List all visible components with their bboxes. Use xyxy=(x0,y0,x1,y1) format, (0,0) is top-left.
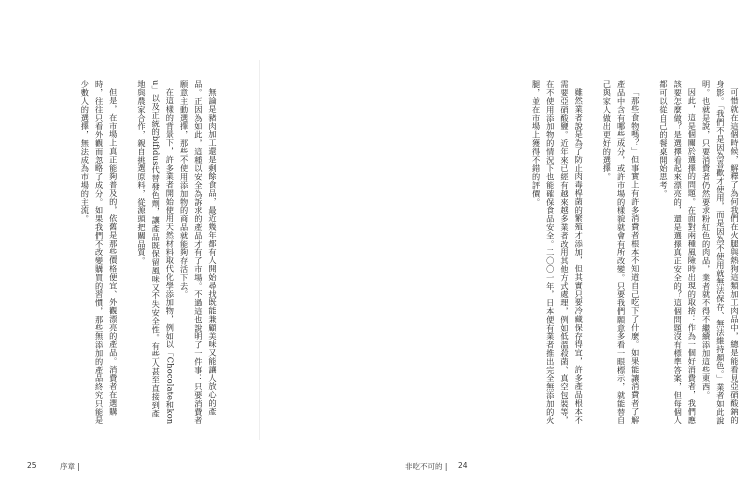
right-paragraph-1: 可惜就在這個時候，解釋了為何我們在火腿與熱狗這類加工肉品中，總是能看見亞硝酸鈉的身影。「我們不是因為喜歡才使用，而是因為不使用就無法保存、無法維持顏色。」業者如此說明。也就是說，只要消費者仍然要求粉紅色的肉品，業者就不得不繼續添加這些東西。 xyxy=(701,80,740,425)
right-page xyxy=(260,0,740,500)
right-page-body xyxy=(531,80,742,425)
left-paragraph-1: 無論是豬肉加工還是剩餘食品，最近幾年都有人開始尋找既能兼顧美味又能讓人放心的產品。正因為如此，這種以安全為訴求的產品才有了市場。不過這也說明了一件事：只要消費者願意主動選擇，那些不使用添加物的商品就能夠存活下去。 xyxy=(179,80,218,425)
right-paragraph-4: 雖然業者說是為了防止肉毒桿菌的繁殖才添加，但其實只要冷藏保存得宜，許多產品根本不需要亞硝酸鹽。近年來已經有越來越多業者改用其他方式處理，例如低溫殺菌、真空包裝等，在不使用添加物的情況下也能確保食品安全。二〇〇一年，日本便有業者推出完全無添加的火腿，並在市場上獲得不錯的評價。 xyxy=(531,80,585,425)
left-page xyxy=(0,0,260,500)
right-running-head: 非吃不可的 | xyxy=(405,462,448,471)
left-paragraph-2: 在這樣的背景下，許多業者開始使用天然材料取代化學添加物，例如以「Chocolate和konu」以及正統的bifidus代替發色劑，讓產品既保留風味又不失安全性。有些人甚至直接到產地與農家合作，親自挑選原料，從源頭把關品質。 xyxy=(136,80,176,425)
right-paragraph-3: 「那些食物嗎？」但事實上有許多消費者根本不知道自己吃下了什麼。如果能讓消費者了解產品中含有哪些成分，或許市場的樣貌就會有所改變。只要我們願意多看一眼標示，就能替自己與家人做出更好的選擇。 xyxy=(602,80,641,425)
right-page-number: 24 xyxy=(458,461,468,470)
left-paragraph-3: 但是，在市場上真正能夠普及的，依舊是那些價格便宜、外觀漂亮的產品。消費者在選購時，往往只看外觀而忽略了成分。如果我們不改變購買的習慣，那些無添加的產品終究只能是少數人的選擇，無法成為市場的主流。 xyxy=(80,80,119,425)
left-page-number: 25 xyxy=(27,461,37,470)
right-paragraph-2: 因此，這是個關於選擇的問題。在面對兩種風險時出現的取捨：作為一個好消費者，我們應該要怎麼做？是選擇看起來漂亮的，還是選擇真正安全的？這個問題沒有標準答案，但每個人都可以從自己的餐桌開始思考。 xyxy=(658,80,698,425)
left-running-head: 序章 | xyxy=(60,462,80,471)
left-page-body xyxy=(50,80,220,425)
